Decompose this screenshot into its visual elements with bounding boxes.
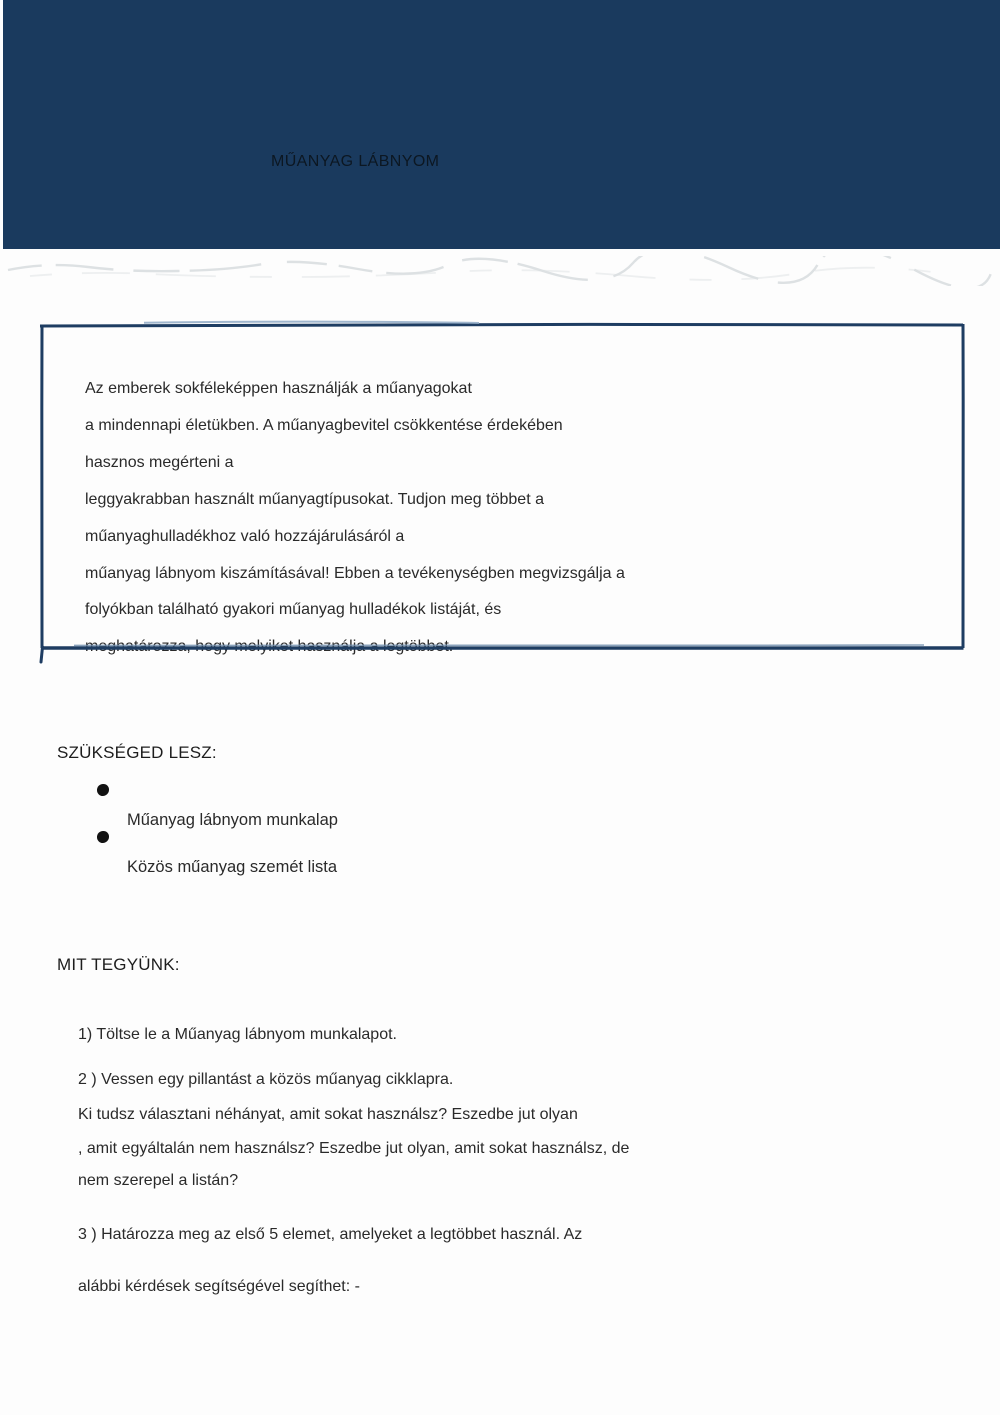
bullet-dot-icon [97, 831, 109, 843]
header-band [3, 0, 1000, 249]
need-item-worksheet: Műanyag lábnyom munkalap [127, 811, 338, 829]
todo-section-heading: MIT TEGYÜNK: [57, 955, 180, 974]
intro-line: a mindennapi életükben. A műanyagbevitel csökkentése érdekében [85, 416, 563, 434]
need-section-heading: SZÜKSÉGED LESZ: [57, 743, 217, 762]
todo-step-3: 3 ) Határozza meg az első 5 elemet, amelyeket a legtöbbet használ. Az [78, 1226, 583, 1243]
intro-line: folyókban található gyakori műanyag hulladékok listáját, és [85, 601, 502, 619]
bullet-dot-icon [97, 784, 109, 796]
todo-step-2: 2 ) Vessen egy pillantást a közös műanyag cikklapra. [78, 1071, 454, 1088]
intro-line: meghatározza, hogy melyiket használja a legtöbbet. [85, 638, 454, 656]
intro-line: Az emberek sokféleképpen használják a műanyagokat [85, 380, 472, 397]
intro-line: leggyakrabban használt műanyagtípusokat. Tudjon meg többet a [85, 490, 544, 508]
need-item-trash-list: Közös műanyag szemét lista [127, 858, 338, 876]
todo-step-3-text: alábbi kérdések segítségével segíthet: - [78, 1278, 360, 1295]
todo-step-2-text: , amit egyáltalán nem használsz? Eszedbe jut olyan, amit sokat használsz, de [78, 1140, 630, 1157]
intro-line: műanyaghulladékhoz való hozzájárulásáról a [85, 527, 405, 545]
pencil-scribble-decoration [0, 256, 1000, 286]
todo-step-1: 1) Töltse le a Műanyag lábnyom munkalapot. [78, 1026, 397, 1043]
intro-paragraph [85, 371, 905, 666]
todo-step-2-text: Ki tudsz választani néhányat, amit sokat használsz? Eszedbe jut olyan [78, 1106, 578, 1123]
page-title: MŰANYAG LÁBNYOM [271, 153, 440, 170]
intro-line: hasznos megérteni a [85, 453, 234, 471]
todo-step-2-text: nem szerepel a listán? [78, 1172, 239, 1189]
intro-line: műanyag lábnyom kiszámításával! Ebben a tevékenységben megvizsgálja a [85, 564, 625, 582]
